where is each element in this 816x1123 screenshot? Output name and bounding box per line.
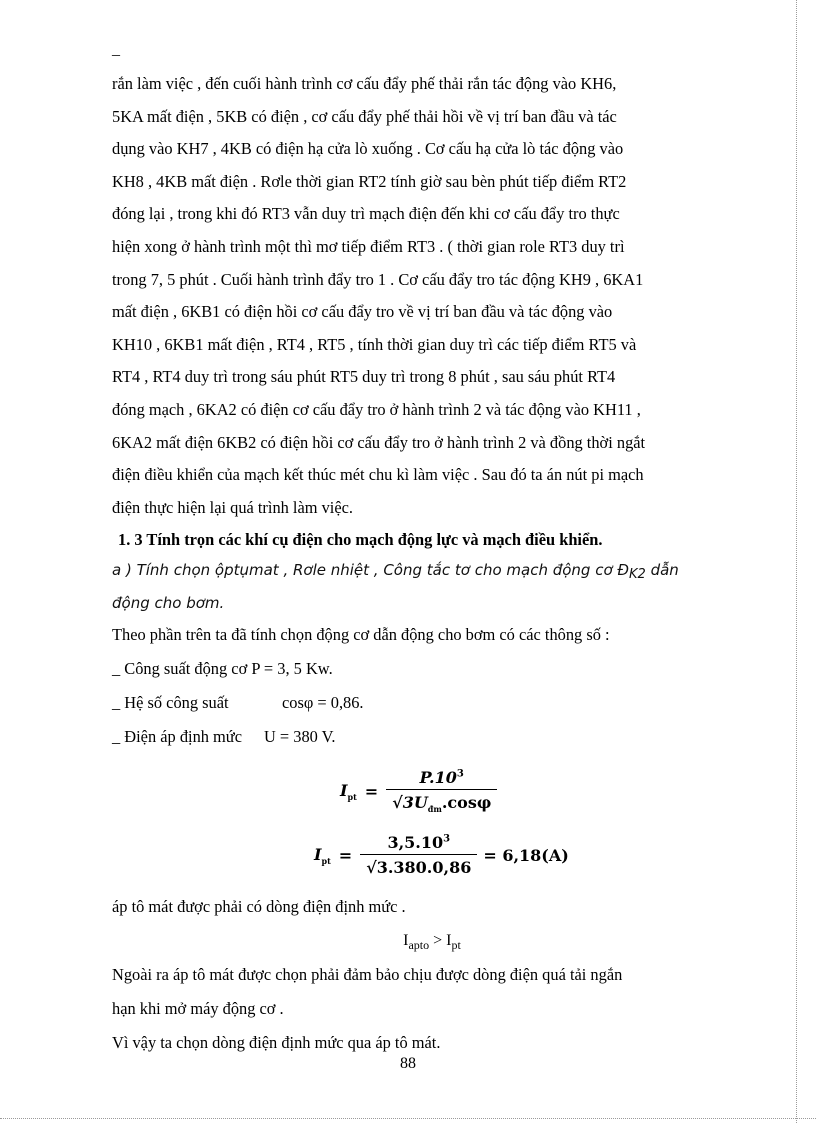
- section-heading: 1. 3 Tính trọn các khí cụ điện cho mạch động lực và mạch điều khiển.: [118, 530, 603, 550]
- intro-line: Theo phần trên ta đã tính chọn động cơ dẫn động cho bơm có các thông số :: [112, 625, 610, 645]
- spec-voltage-value: U = 380 V.: [264, 727, 336, 747]
- spec-power-factor: [112, 686, 752, 720]
- formula1-denominator: $√3U_{đm}.\cos\varphi$: [386, 789, 497, 814]
- spec-voltage-label: _ Điện áp định mức: [112, 727, 242, 747]
- formula1-fraction: [386, 768, 497, 814]
- formula-current-computed: [314, 824, 752, 886]
- motor-specs: [112, 652, 752, 754]
- closing-line: Ngoài ra áp tô mát được chọn phải đảm bảo chịu được dòng điện quá tải ngắn: [112, 965, 623, 985]
- paragraph-line: 5KA mất điện , 5KB có điện , cơ cấu đẩy phế thải hồi về vị trí ban đầu và tác: [112, 106, 617, 126]
- spec-pf-label: _ Hệ số công suất: [112, 693, 229, 713]
- body-paragraph: [112, 68, 752, 524]
- page-number: 88: [400, 1055, 416, 1072]
- subsection-line-1: a ) Tính chọn ộptụmat , Rơle nhiệt , Công tắc tơ cho mạch động cơ Đ: [112, 561, 630, 580]
- paragraph-line: hiện xong ở hành trình một thì mơ tiếp điểm RT3 . ( thời gian role RT3 duy trì: [112, 236, 625, 256]
- closing-line: Vì vậy ta chọn dòng điện định mức qua áp tô mát.: [112, 1033, 441, 1053]
- paragraph-line: trong 7, 5 phút . Cuối hành trình đẩy tro 1 . Cơ cấu đẩy tro tác động KH9 , 6KA1: [112, 269, 644, 289]
- formula2-equals: =: [338, 845, 353, 865]
- formula1-equals: =: [364, 781, 379, 801]
- spec-pf-value: cosφ = 0,86.: [282, 693, 364, 713]
- paragraph-line: điện thực hiện lại quá trình làm việc.: [112, 497, 354, 517]
- paragraph-line: đóng mạch , 6KA2 có điện cơ cấu đẩy tro ở hành trình 2 và tác động vào KH11 ,: [112, 399, 641, 419]
- subsection-line-2: động cho bơm.: [112, 594, 225, 613]
- paragraph-line: 6KA2 mất điện 6KB2 có điện hồi cơ cấu đẩy tro ở hành trình 2 và đồng thời ngắt: [112, 432, 646, 452]
- after-formula-text: áp tô mát được phải có dòng điện định mức .: [112, 897, 406, 917]
- paragraph-line: đóng lại , trong khi đó RT3 vẫn duy trì mạch điện đến khi cơ cấu đẩy tro thực: [112, 204, 620, 224]
- formula1-lhs: $I_{pt}$: [340, 780, 357, 802]
- formula2-result: = 6,18(A): [483, 845, 569, 865]
- paragraph-line: điện điều khiển của mạch kết thúc mét chu kì làm việc . Sau đó ta án nút pi mạch: [112, 465, 644, 485]
- paragraph-line: rắn làm việc , đến cuối hành trình cơ cấu đẩy phế thải rắn tác động vào KH6,: [112, 74, 617, 93]
- formula1-numerator: $P.10^3$: [419, 768, 464, 788]
- page-border-bottom: [0, 1118, 816, 1119]
- paragraph-line: KH10 , 6KB1 mất điện , RT4 , RT5 , tính thời gian duy trì các tiếp điểm RT5 và: [112, 334, 637, 354]
- continuation-mark: _: [112, 41, 120, 58]
- spec-voltage: [112, 720, 752, 754]
- formula2-fraction: [360, 833, 477, 877]
- paragraph-line: mất điện , 6KB1 có điện hồi cơ cấu đẩy tro về vị trí ban đầu và tác động vào: [112, 302, 613, 322]
- subsection-subscript: K2: [629, 567, 646, 583]
- paragraph-line: dụng vào KH7 , 4KB có điện hạ cửa lò xuống . Cơ cấu hạ cửa lò tác động vào: [112, 139, 624, 159]
- page-border-right: [796, 0, 797, 1123]
- paragraph-line: RT4 , RT4 duy trì trong sáu phút RT5 duy trì trong 8 phút , sau sáu phút RT4: [112, 367, 616, 387]
- subsection-line-1-end: dẫn: [645, 561, 679, 580]
- document-page: [112, 40, 752, 1060]
- formula2-denominator: √3.380.0,86: [360, 854, 477, 877]
- paragraph-line: KH8 , 4KB mất điện . Rơle thời gian RT2 tính giờ sau bèn phút tiếp điểm RT2: [112, 171, 627, 191]
- formula-current-general: [340, 760, 752, 822]
- subsection-heading: [112, 556, 752, 618]
- spec-power: _ Công suất động cơ P = 3, 5 Kw.: [112, 659, 333, 679]
- apto-condition: $I_{apto} > I_{pt}$: [403, 932, 461, 953]
- formula2-numerator: 3,5.10$^3$: [387, 833, 451, 853]
- closing-line: hạn khi mở máy động cơ .: [112, 999, 284, 1019]
- formula2-lhs: $I_{pt}$: [314, 844, 331, 866]
